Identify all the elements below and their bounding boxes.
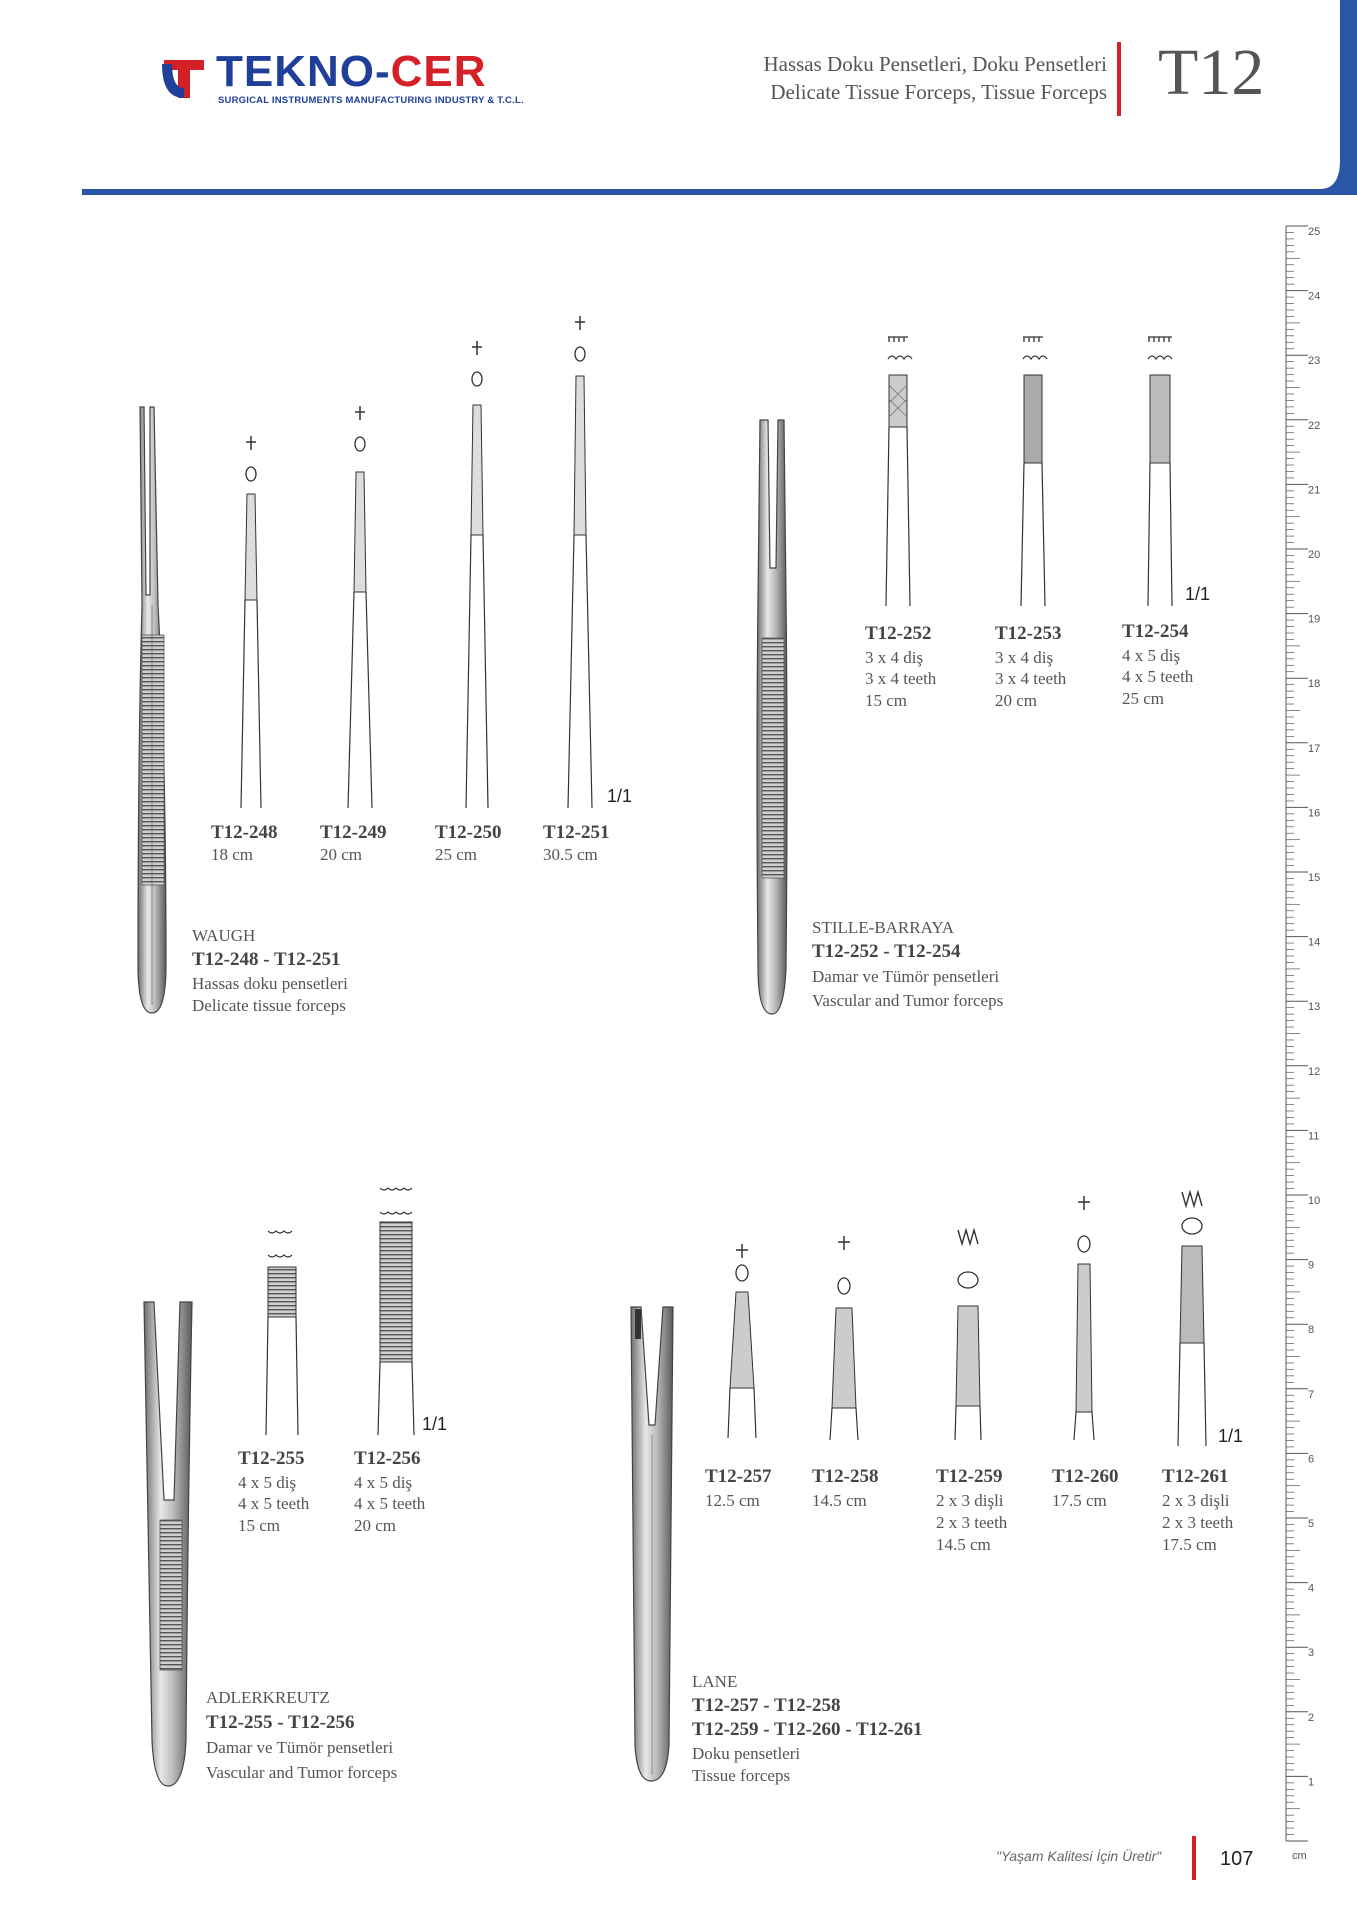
item-size: 25 cm — [1122, 689, 1165, 708]
item-code: T12-261 — [1162, 1466, 1229, 1487]
ruler-label: 3 — [1308, 1647, 1315, 1660]
item-teeth-tr: 4 x 5 diş — [354, 1473, 413, 1492]
item-code: T12-257 — [705, 1466, 772, 1487]
ruler-label: 1 — [1308, 1776, 1315, 1789]
item-code: T12-249 — [320, 822, 387, 843]
item-code: T12-252 — [865, 623, 932, 644]
ruler-unit: cm — [1292, 1850, 1307, 1862]
item-size: 14.5 cm — [812, 1491, 867, 1510]
item-size: 18 cm — [211, 845, 254, 864]
forceps-tip-t12-249 — [345, 400, 375, 810]
item-teeth-tr: 4 x 5 diş — [238, 1473, 297, 1492]
ruler-label: 24 — [1308, 290, 1321, 303]
item-teeth-tr: 4 x 5 diş — [1122, 646, 1181, 665]
section-desc-tr: Hassas doku pensetleri — [192, 974, 348, 993]
forceps-illustration-stille-barraya — [748, 418, 798, 1018]
item-code: T12-254 — [1122, 621, 1189, 642]
section-desc-en: Vascular and Tumor forceps — [206, 1763, 398, 1782]
ruler-label: 18 — [1308, 678, 1321, 691]
header-corner-accent — [1300, 0, 1357, 195]
section-name: ADLERKREUTZ — [206, 1688, 330, 1707]
ruler-label: 25 — [1308, 226, 1321, 238]
section-desc-tr: Damar ve Tümör pensetleri — [812, 967, 1000, 986]
forceps-tip-t12-261 — [1174, 1188, 1210, 1448]
ruler-label: 2 — [1308, 1711, 1315, 1724]
ruler-label: 13 — [1308, 1001, 1321, 1014]
ruler-label: 10 — [1308, 1195, 1321, 1207]
item-code: T12-251 — [543, 822, 610, 843]
header-title-tr: Hassas Doku Pensetleri, Doku Pensetleri — [763, 52, 1107, 76]
item-size: 25 cm — [435, 845, 478, 864]
forceps-tip-t12-248 — [236, 430, 266, 810]
brand-logo-icon — [160, 56, 208, 102]
cm-ruler — [1280, 216, 1340, 1862]
forceps-tip-t12-258 — [826, 1232, 862, 1442]
item-size: 12.5 cm — [705, 1491, 760, 1510]
item-size: 15 cm — [865, 691, 908, 710]
forceps-tip-t12-250 — [462, 335, 492, 810]
item-code: T12-258 — [812, 1466, 879, 1487]
forceps-illustration-waugh — [130, 405, 180, 1017]
ruler-label: 23 — [1308, 355, 1321, 368]
item-size: 20 cm — [995, 691, 1038, 710]
item-teeth-en: 2 x 3 teeth — [936, 1513, 1008, 1532]
item-size: 15 cm — [238, 1516, 281, 1535]
section-range: T12-248 - T12-251 — [192, 949, 341, 970]
item-code: T12-259 — [936, 1466, 1003, 1487]
item-teeth-tr: 3 x 4 diş — [995, 648, 1054, 667]
ruler-label: 11 — [1308, 1130, 1320, 1143]
scale-label-stille: 1/1 — [1185, 584, 1211, 604]
header-divider — [1117, 42, 1121, 116]
forceps-tip-t12-256 — [376, 1182, 416, 1437]
scale-label-adlerkreutz: 1/1 — [422, 1414, 448, 1434]
item-code: T12-253 — [995, 623, 1062, 644]
item-teeth-en: 3 x 4 teeth — [995, 669, 1067, 688]
item-teeth-en: 2 x 3 teeth — [1162, 1513, 1234, 1532]
forceps-illustration-lane — [623, 1305, 683, 1785]
forceps-illustration-adlerkreutz — [140, 1300, 200, 1790]
item-code: T12-255 — [238, 1448, 305, 1469]
ruler-label: 16 — [1308, 807, 1321, 820]
item-code: T12-250 — [435, 822, 502, 843]
scale-label-waugh: 1/1 — [607, 786, 633, 806]
ruler-label: 22 — [1308, 419, 1321, 432]
section-desc-tr: Damar ve Tümör pensetleri — [206, 1738, 394, 1757]
forceps-tip-t12-251 — [565, 310, 595, 810]
page-number: 107 — [1220, 1848, 1254, 1870]
ruler-label: 17 — [1308, 742, 1321, 755]
section-name: STILLE-BARRAYA — [812, 918, 954, 937]
item-size: 14.5 cm — [936, 1535, 991, 1554]
forceps-tip-t12-259 — [950, 1226, 986, 1442]
item-teeth-tr: 2 x 3 dişli — [1162, 1491, 1230, 1510]
item-teeth-tr: 2 x 3 dişli — [936, 1491, 1004, 1510]
ruler-label: 8 — [1308, 1324, 1315, 1337]
forceps-tip-t12-254 — [1142, 333, 1178, 608]
section-name: WAUGH — [192, 926, 256, 945]
ruler-label: 7 — [1308, 1388, 1315, 1401]
footer-divider — [1192, 1836, 1196, 1880]
item-code: T12-248 — [211, 822, 278, 843]
item-size: 17.5 cm — [1052, 1491, 1107, 1510]
section-desc-tr: Doku pensetleri — [692, 1744, 801, 1763]
ruler-label: 12 — [1308, 1065, 1321, 1078]
ruler-label: 20 — [1308, 549, 1321, 561]
catalog-code: T12 — [1158, 36, 1265, 109]
item-code: T12-260 — [1052, 1466, 1119, 1487]
forceps-tip-t12-257 — [724, 1240, 760, 1440]
section-name: LANE — [692, 1672, 738, 1691]
ruler-label: 21 — [1308, 484, 1321, 497]
section-desc-en: Vascular and Tumor forceps — [812, 991, 1004, 1010]
ruler-label: 5 — [1308, 1518, 1315, 1530]
brand-wordmark: TEKNO-CER — [216, 47, 487, 96]
forceps-tip-t12-255 — [262, 1225, 302, 1437]
ruler-label: 14 — [1308, 936, 1321, 949]
forceps-tip-t12-253 — [1015, 333, 1051, 608]
footer-slogan: "Yaşam Kalitesi İçin Üretir" — [996, 1848, 1162, 1864]
ruler-label: 6 — [1308, 1453, 1315, 1466]
section-range: T12-255 - T12-256 — [206, 1712, 355, 1733]
item-teeth-en: 3 x 4 teeth — [865, 669, 937, 688]
section-desc-en: Delicate tissue forceps — [192, 996, 346, 1015]
item-size: 17.5 cm — [1162, 1535, 1217, 1554]
header-rule — [82, 189, 1357, 195]
ruler-label: 9 — [1308, 1259, 1315, 1272]
section-desc-en: Tissue forceps — [692, 1766, 791, 1785]
ruler-label: 19 — [1308, 613, 1321, 626]
item-size: 20 cm — [320, 845, 363, 864]
item-size: 20 cm — [354, 1516, 397, 1535]
header-title-en: Delicate Tissue Forceps, Tissue Forceps — [770, 80, 1107, 104]
item-size: 30.5 cm — [543, 845, 598, 864]
section-range: T12-257 - T12-258 — [692, 1695, 841, 1716]
section-range: T12-252 - T12-254 — [812, 941, 961, 962]
brand-subtitle: SURGICAL INSTRUMENTS MANUFACTURING INDUSTRY & T.C.L. — [218, 95, 524, 106]
section-range: T12-259 - T12-260 - T12-261 — [692, 1719, 923, 1740]
item-teeth-en: 4 x 5 teeth — [354, 1494, 426, 1513]
ruler-label: 4 — [1308, 1582, 1315, 1595]
ruler-label: 15 — [1308, 872, 1321, 884]
item-teeth-en: 4 x 5 teeth — [1122, 667, 1194, 686]
item-teeth-tr: 3 x 4 diş — [865, 648, 924, 667]
item-code: T12-256 — [354, 1448, 421, 1469]
item-teeth-en: 4 x 5 teeth — [238, 1494, 310, 1513]
forceps-tip-t12-252 — [880, 333, 916, 608]
scale-label-lane: 1/1 — [1218, 1426, 1244, 1446]
forceps-tip-t12-260 — [1066, 1192, 1102, 1442]
